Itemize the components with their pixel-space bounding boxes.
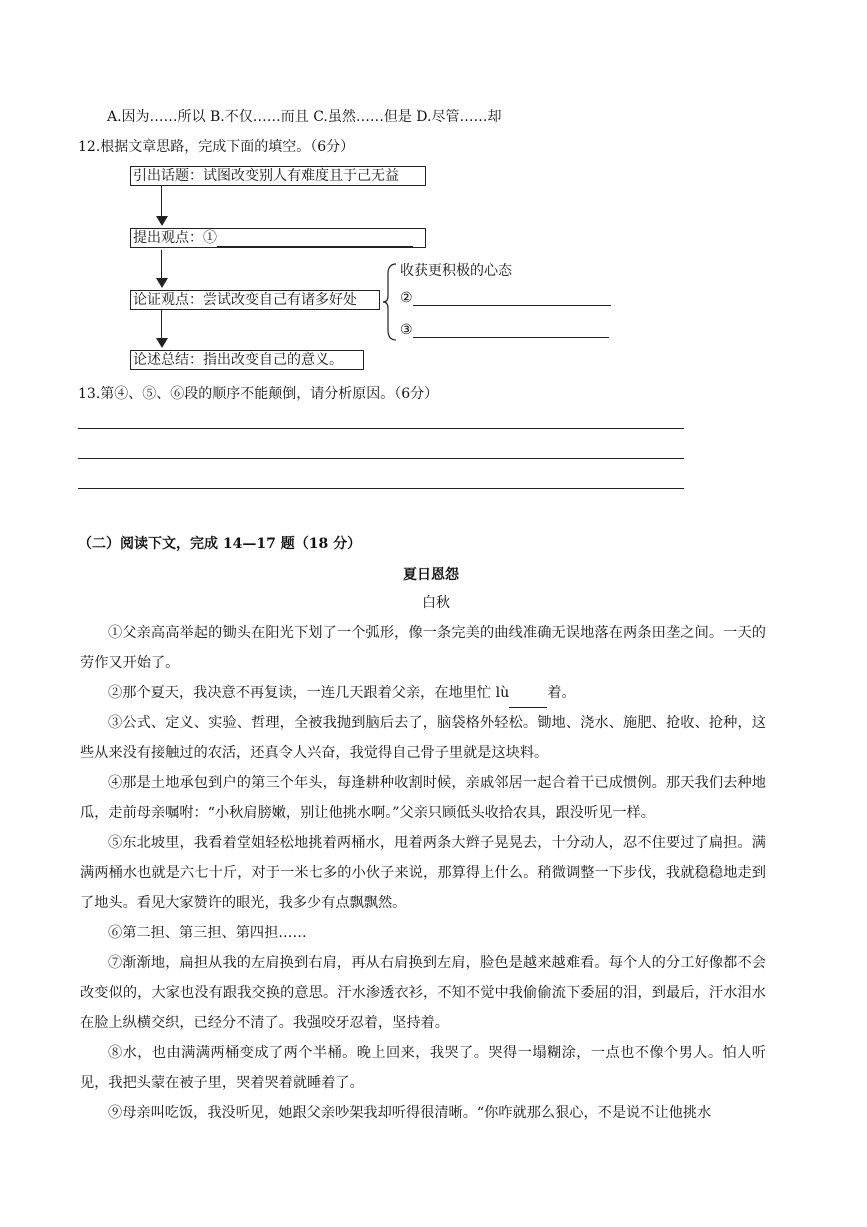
paragraph-7: ⑦渐渐地，扁担从我的左肩换到右肩，再从右肩换到左肩，脸色是越来越难看。每个人的分工好像都不会改变似的，大家也没有跟我交换的意思。汗水渗透衣衫，不知不觉中我偷偷流下委屈的泪，到最后，汗水泪水在脸上纵横交织，已经分不清了。我强咬牙忍着，坚持着。	[80, 955, 766, 1031]
brace-icon	[382, 262, 398, 342]
flow-box-viewpoint-label: 提出观点：①	[133, 230, 217, 246]
paragraph-5: ⑤东北坡里，我看着堂姐轻松地挑着两桶水，甩着两条大辫子晃晃去，十分动人，忍不住要过了扁担。满满两桶水也就是六七十斤，对于一米七多的小伙子来说，那算得上什么。稍微调整一下步伐，我就稳稳地走到了地头。看见大家赞许的眼光，我多少有点飘飘然。	[80, 835, 766, 911]
flow-box-introduce-topic: 引出话题：试图改变别人有难度且于己无益	[130, 166, 426, 186]
branch-3-label: ③	[400, 322, 413, 338]
answer-blank-3[interactable]	[413, 337, 609, 338]
q12-stem: 12.根据文章思路，完成下面的填空。（6分）	[78, 139, 355, 155]
branch-3	[400, 322, 609, 338]
section-heading: （二）阅读下文，完成 14—17 题（18 分）	[78, 536, 362, 552]
paragraph-3: ③公式、定义、实验、哲理，全被我抛到脑后去了，脑袋格外轻松。锄地、浇水、施肥、抢收、抢种，这些从来没有接触过的农活，还真令人兴奋，我觉得自己骨子里就是这块料。	[80, 715, 766, 761]
flow-box-viewpoint	[130, 228, 426, 248]
paragraph-8: ⑧水，也由满满两桶变成了两个半桶。晚上回来，我哭了。哭得一塌糊涂，一点也不像个男人。怕人听见，我把头蒙在被子里，哭着哭着就睡着了。	[80, 1045, 766, 1091]
flow-box-summary: 论述总结：指出改变自己的意义。	[130, 350, 364, 370]
arrow-down-icon	[156, 250, 168, 290]
paragraph-9: ⑨母亲叫吃饭，我没听见，她跟父亲吵架我却听得很清晰。“你咋就那么狠心，不是说不让他挑水	[108, 1105, 712, 1121]
answer-line-2[interactable]	[78, 458, 684, 459]
branch-2-label: ②	[400, 290, 413, 306]
answer-line-3[interactable]	[78, 488, 684, 489]
paragraph-1: ①父亲高高举起的锄头在阳光下划了一个弧形，像一条完美的曲线准确无误地落在两条田垄之间。一天的劳作又开始了。	[80, 625, 766, 671]
article-author: 白秋	[422, 595, 450, 611]
article-title: 夏日恩怨	[403, 567, 459, 583]
branch-positive-mindset: 收获更积极的心态	[400, 263, 512, 279]
arrow-down-icon	[156, 186, 168, 228]
answer-blank-2[interactable]	[413, 305, 611, 306]
paragraph-2-text: ②那个夏天，我决意不再复读，一连几天跟着父亲，在地里忙 lù	[108, 685, 510, 701]
answer-blank-1[interactable]	[217, 246, 413, 247]
paragraph-6: ⑥第二担、第三担、第四担……	[108, 925, 307, 941]
q11-options: A.因为……所以 B.不仅……而且 C.虽然……但是 D.尽管……却	[107, 109, 502, 125]
branch-2	[400, 290, 611, 306]
paragraph-2-end: 着。	[547, 685, 576, 701]
paragraph-2	[80, 678, 766, 708]
paragraph-4: ④那是土地承包到户的第三个年头，每逢耕种收割时候，亲戚邻居一起合着干已成惯例。那天我们去种地瓜，走前母亲嘱咐：“小秋肩膀嫩，别让他挑水啊。”父亲只顾低头收拾农具，跟没听见一样。	[80, 775, 766, 821]
arrow-down-icon	[156, 310, 168, 350]
q13-stem: 13.第④、⑤、⑥段的顺序不能颠倒，请分析原因。（6分）	[78, 386, 439, 402]
answer-line-1[interactable]	[78, 428, 684, 429]
flow-box-argument: 论证观点：尝试改变自己有诸多好处	[130, 290, 380, 310]
